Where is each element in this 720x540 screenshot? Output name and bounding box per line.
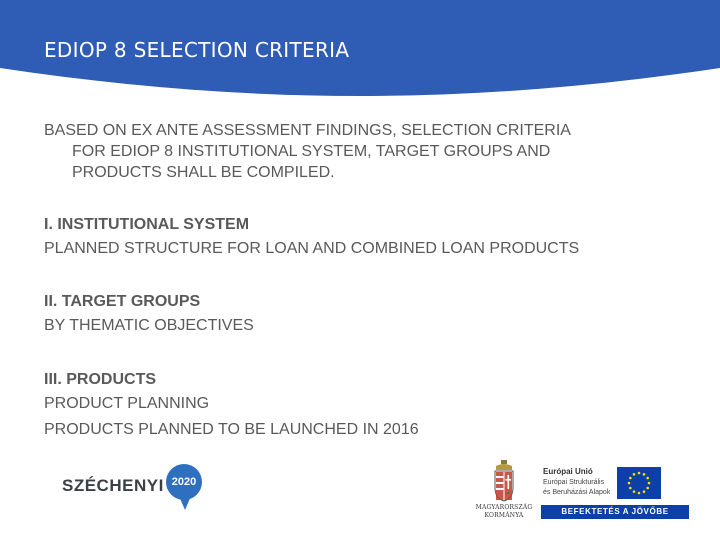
- intro-line: BASED ON EX ANTE ASSESSMENT FINDINGS, SELECTION CRITERIA: [44, 122, 571, 139]
- intro-line: PRODUCTS SHALL BE COMPILED.: [72, 164, 335, 181]
- government-text: [470, 504, 538, 520]
- section-line: PLANNED STRUCTURE FOR LOAN AND COMBINED LOAN PRODUCTS: [44, 240, 580, 257]
- eu-subtitle: Európai Strukturális: [543, 479, 605, 486]
- eu-star-icon: [648, 482, 651, 485]
- eu-flag-icon: [617, 467, 661, 499]
- section-heading: I. INSTITUTIONAL SYSTEM: [44, 216, 250, 233]
- eu-funds-logo: [541, 463, 691, 521]
- gov-line: KORMÁNYA: [484, 512, 524, 519]
- section-products: [44, 369, 684, 443]
- eu-star-icon: [646, 477, 649, 480]
- eu-star-icon: [633, 490, 636, 493]
- eu-star-icon: [643, 473, 646, 476]
- intro-line: FOR EDIOP 8 INSTITUTIONAL SYSTEM, TARGET GROUPS AND: [72, 143, 551, 160]
- szechenyi-year: 2020: [171, 476, 197, 488]
- eu-slogan-bar: BEFEKTETÉS A JÖVŐBE: [541, 505, 689, 519]
- section-institutional-system: [44, 214, 684, 262]
- eu-star-icon: [638, 492, 641, 495]
- eu-subtitle: és Beruházási Alapok: [543, 489, 611, 496]
- eu-star-icon: [629, 477, 632, 480]
- eu-title: Európai Unió: [543, 467, 593, 476]
- eu-star-icon: [628, 482, 631, 485]
- title-banner: [0, 0, 720, 100]
- hungarian-government-logo: [470, 458, 538, 522]
- section-line: PRODUCT PLANNING: [44, 395, 210, 412]
- eu-star-icon: [638, 472, 641, 475]
- slide-title: EDIOP 8 SELECTION CRITERIA: [44, 38, 350, 62]
- section-heading: III. PRODUCTS: [44, 371, 157, 388]
- eu-star-icon: [643, 490, 646, 493]
- section-line: PRODUCTS PLANNED TO BE LAUNCHED IN 2016: [44, 421, 419, 438]
- intro-paragraph: [44, 120, 684, 183]
- section-target-groups: [44, 291, 684, 339]
- section-line: BY THEMATIC OBJECTIVES: [44, 317, 254, 334]
- gov-line: MAGYARORSZÁG: [475, 504, 533, 511]
- coat-of-arms-icon: [493, 460, 515, 502]
- eu-star-icon: [629, 487, 632, 490]
- szechenyi-text: SZÉCHENYI: [62, 476, 164, 495]
- eu-star-icon: [633, 473, 636, 476]
- eu-star-icon: [646, 487, 649, 490]
- szechenyi-2020-logo: [62, 462, 212, 518]
- eu-stars: [617, 467, 661, 499]
- section-heading: II. TARGET GROUPS: [44, 293, 201, 310]
